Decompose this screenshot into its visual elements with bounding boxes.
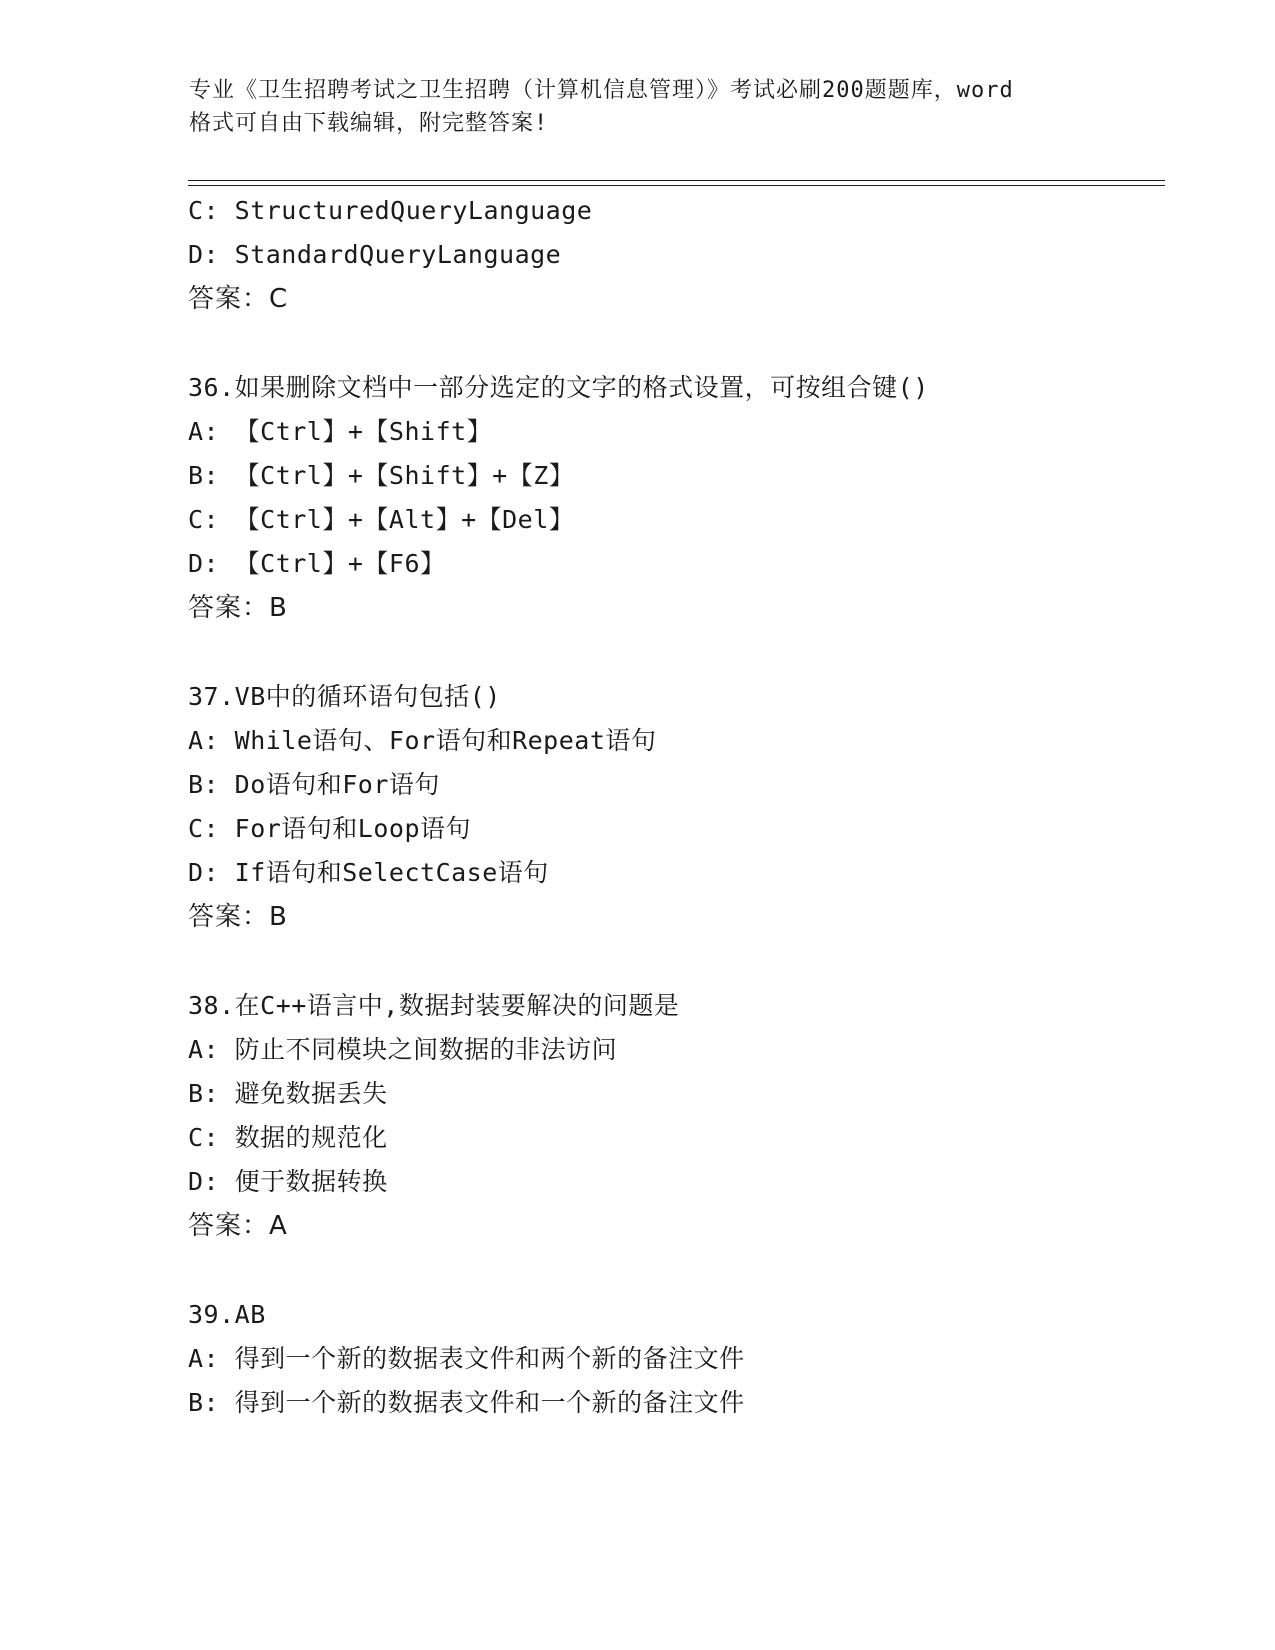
option-b: B: 【Ctrl】+【Shift】+【Z】	[188, 461, 575, 490]
option-d: D: StandardQueryLanguage	[188, 240, 562, 269]
header-line-1: 专业《卫生招聘考试之卫生招聘（计算机信息管理）》考试必刷200题题库，word	[189, 78, 1014, 103]
option-c: C: StructuredQueryLanguage	[188, 196, 593, 225]
header-divider-top	[188, 180, 1165, 181]
option-c: C: 数据的规范化	[188, 1123, 388, 1152]
answer-37: 答案：B	[188, 902, 288, 932]
question-38: 38.在C++语言中,数据封装要解决的问题是	[188, 991, 680, 1020]
answer-35: 答案：C	[188, 284, 289, 314]
question-36: 36.如果删除文档中一部分选定的文字的格式设置，可按组合键()	[188, 373, 929, 402]
option-a: A: 【Ctrl】+【Shift】	[188, 417, 493, 446]
option-a: A: 防止不同模块之间数据的非法访问	[188, 1035, 618, 1064]
option-d: D: 便于数据转换	[188, 1167, 388, 1196]
option-b: B: 避免数据丢失	[188, 1079, 388, 1108]
question-37: 37.VB中的循环语句包括()	[188, 682, 501, 711]
option-b: B: Do语句和For语句	[188, 770, 440, 799]
option-d: D: If语句和SelectCase语句	[188, 858, 549, 887]
answer-38: 答案：A	[188, 1211, 288, 1241]
answer-36: 答案：B	[188, 593, 288, 623]
question-39: 39.AB	[188, 1300, 266, 1329]
option-a: A: 得到一个新的数据表文件和两个新的备注文件	[188, 1344, 745, 1373]
header-line-2: 格式可自由下载编辑，附完整答案!	[189, 111, 549, 136]
option-a: A: While语句、For语句和Repeat语句	[188, 726, 657, 755]
header-divider-bottom	[188, 185, 1165, 186]
document-header	[189, 74, 1109, 140]
option-c: C: 【Ctrl】+【Alt】+【Del】	[188, 505, 575, 534]
option-d: D: 【Ctrl】+【F6】	[188, 549, 446, 578]
option-b: B: 得到一个新的数据表文件和一个新的备注文件	[188, 1388, 745, 1417]
option-c: C: For语句和Loop语句	[188, 814, 472, 843]
